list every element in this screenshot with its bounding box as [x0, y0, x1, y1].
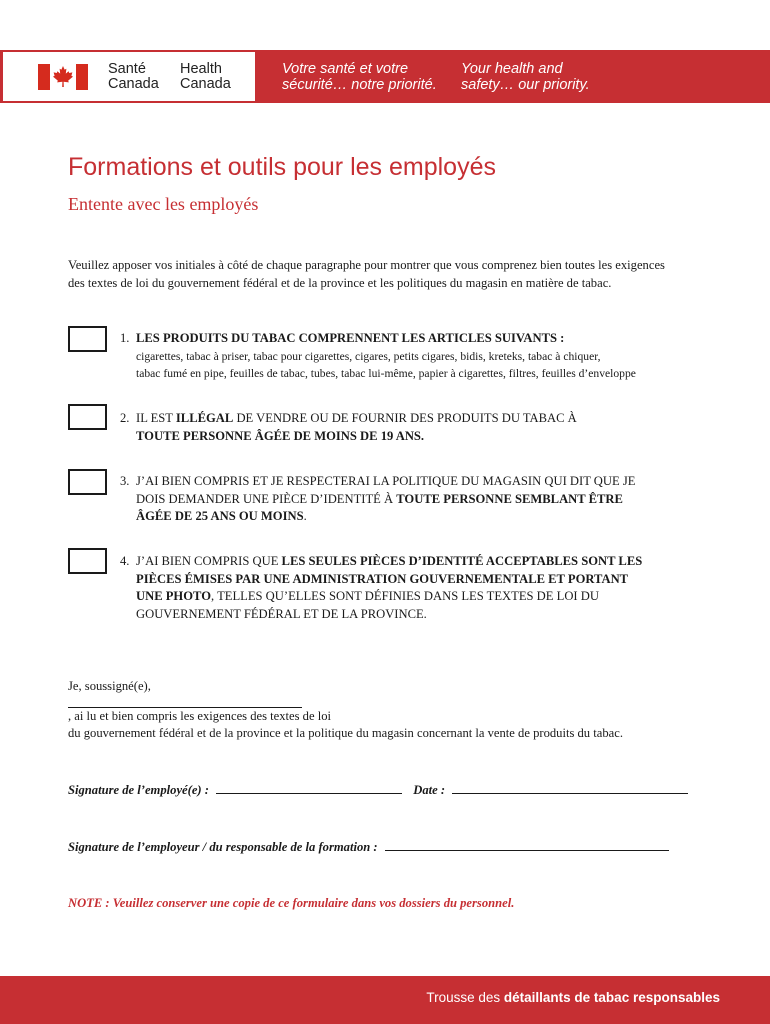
clause-sublist [136, 348, 636, 382]
clause-line [136, 428, 577, 446]
footer-bold: détaillants de tabac responsables [503, 990, 720, 1005]
intro-paragraph [68, 257, 708, 292]
date-label: Date : [413, 783, 446, 797]
clause-text [136, 410, 577, 445]
clause-sublist-line: tabac fumé en pipe, feuilles de tabac, tubes, tabac lui-même, papier à cigarettes, filtres, feuilles d’enveloppe [136, 366, 636, 380]
slogan-fr [282, 62, 437, 93]
slogan-fr-line-2: sécurité… notre priorité. [282, 76, 437, 93]
clause-line [136, 553, 642, 571]
page-header [0, 50, 770, 103]
header-bottom-rule [0, 101, 255, 103]
slogan-en-line-2: safety… our priority. [461, 76, 590, 93]
clause-line [136, 588, 642, 606]
date-field[interactable] [452, 782, 688, 794]
clause-plain-text: DOIS DEMANDER UNE PIÈCE D’IDENTITÉ À [136, 491, 397, 506]
clause-bold-text: TOUTE PERSONNE ÂGÉE DE MOINS DE 19 ANS. [136, 428, 425, 443]
clause-number: 4. [120, 554, 130, 568]
footer-text [426, 990, 720, 1005]
clause-line [136, 330, 636, 348]
clause-line [136, 508, 635, 526]
clause-line [136, 410, 577, 428]
initials-box-4[interactable] [68, 548, 107, 574]
dept-fr-line-2: Canada [108, 76, 159, 92]
employee-name-field[interactable] [68, 696, 302, 708]
page-subtitle: Entente avec les employés [68, 194, 259, 214]
employee-signature-row [68, 782, 688, 798]
employer-signature-row [68, 839, 669, 855]
slogan-banner [255, 50, 770, 103]
dept-en-line-2: Canada [180, 76, 231, 92]
header-top-rule [0, 50, 255, 52]
declaration-prefix: Je, soussigné(e), [68, 679, 151, 693]
clause-1 [120, 330, 636, 382]
clause-bold-text: LES SEULES PIÈCES D’IDENTITÉ ACCEPTABLES SONT LES [281, 554, 643, 568]
clause-line [136, 491, 635, 509]
clause-plain-text: , TELLES QU’ELLES SONT DÉFINIES DANS LES TEXTES DE LOI DU [211, 589, 599, 603]
clause-bold-text: LES PRODUITS DU TABAC COMPRENNENT LES ARTICLES SUIVANTS : [136, 331, 565, 345]
maple-leaf-icon [51, 65, 75, 89]
slogan-en [461, 62, 590, 93]
clause-line [136, 473, 635, 491]
clause-bold-text: TOUTE PERSONNE SEMBLANT ÊTRE [396, 491, 623, 506]
clause-plain-text: DE VENDRE OU DE FOURNIR DES PRODUITS DU TABAC À [233, 411, 577, 425]
clause-plain-text: J’AI BIEN COMPRIS QUE [136, 554, 282, 568]
dept-fr-line-1: Santé [108, 61, 146, 77]
page-title: Formations et outils pour les employés [68, 153, 496, 181]
clause-2 [120, 410, 577, 445]
employer-signature-field[interactable] [385, 839, 669, 851]
declaration-line-2: du gouvernement fédéral et de la province et la politique du magasin concernant la vente de produits du tabac. [68, 726, 623, 740]
clause-number: 1. [120, 331, 130, 345]
clause-3 [120, 473, 635, 526]
clause-line [136, 571, 642, 589]
initials-box-3[interactable] [68, 469, 107, 495]
clause-bold-text: PIÈCES ÉMISES PAR UNE ADMINISTRATION GOUVERNEMENTALE ET PORTANT [136, 571, 629, 586]
clause-4 [120, 553, 642, 623]
declaration-line-1 [68, 678, 623, 725]
clause-sublist-line: cigarettes, tabac à priser, tabac pour cigarettes, cigares, petits cigares, bidis, kreteks, tabac à chiquer, [136, 349, 601, 363]
clause-plain-text: J’AI BIEN COMPRIS ET JE RESPECTERAI LA POLITIQUE DU MAGASIN QUI DIT QUE JE [136, 474, 636, 488]
intro-line-2: des textes de loi du gouvernement fédéral et de la province et les politiques du magasin en matière de tabac. [68, 275, 612, 290]
slogan-fr-line-1: Votre santé et votre [282, 61, 409, 77]
retention-note: NOTE : Veuillez conserver une copie de ce formulaire dans vos dossiers du personnel. [68, 896, 515, 910]
page-footer [0, 976, 770, 1024]
employer-signature-label: Signature de l’employeur / du responsable de la formation : [68, 840, 378, 854]
clause-plain-text: . [303, 509, 307, 523]
clause-text [136, 330, 636, 348]
dept-en-line-1: Health [180, 61, 222, 77]
clause-bold-text: ÂGÉE DE 25 ANS OU MOINS [136, 509, 304, 523]
clause-bold-text: ILLÉGAL [175, 411, 234, 425]
clause-plain-text: IL EST [136, 411, 176, 425]
department-name-fr [108, 62, 159, 92]
clause-plain-text: GOUVERNEMENT FÉDÉRAL ET DE LA PROVINCE. [136, 606, 427, 621]
employee-signature-label: Signature de l’employé(e) : [68, 783, 209, 797]
initials-box-2[interactable] [68, 404, 107, 430]
clause-number: 2. [120, 411, 130, 425]
clause-text [136, 473, 635, 526]
slogan-en-line-1: Your health and [461, 61, 563, 77]
header-left-cap [0, 50, 3, 103]
clause-bold-text: UNE PHOTO [136, 589, 211, 603]
declaration-paragraph [68, 678, 623, 743]
clause-number: 3. [120, 474, 130, 488]
intro-line-1: Veuillez apposer vos initiales à côté de chaque paragraphe pour montrer que vous comprenez bien toutes les exigences [68, 258, 665, 272]
employee-signature-field[interactable] [216, 782, 402, 794]
declaration-suffix: , ai lu et bien compris les exigences des textes de loi [68, 708, 331, 723]
clause-line [136, 606, 642, 624]
canada-flag-icon [38, 64, 88, 90]
department-name-en [180, 62, 231, 92]
clause-text [136, 553, 642, 623]
footer-prefix: Trousse des [426, 990, 504, 1005]
initials-box-1[interactable] [68, 326, 107, 352]
